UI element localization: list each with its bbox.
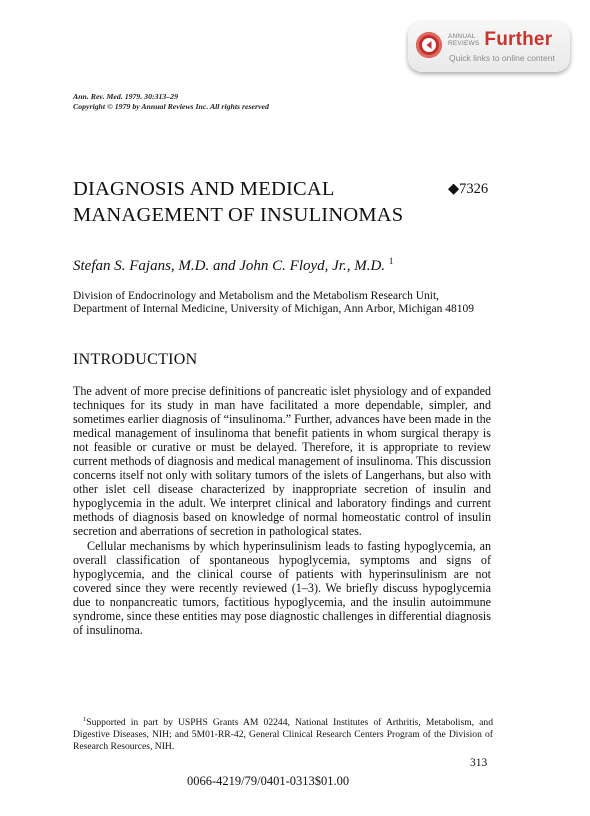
body-text	[73, 384, 491, 637]
author-footnote-marker: 1	[388, 256, 394, 266]
article-title	[73, 176, 403, 228]
paragraph-2: Cellular mechanisms by which hyperinsulinism leads to fasting hypoglycemia, an overall classification of spontaneous hypoglycemia, symptoms and signs of hypoglycemia, and the clinical course of patients with hyperinsulinism are not covered since they were recently reviewed (1–3). We briefly discuss hypoglycemia due to nonpancreatic tumors, factitious hypoglycemia, and the insulin autoimmune syndrome, since these entities may pose diagnostic challenges in differential diagnosis of insulinoma.	[73, 538, 491, 637]
authors-text: Stefan S. Fajans, M.D. and John C. Floyd, Jr., M.D.	[73, 258, 386, 274]
affiliation: Division of Endocrinology and Metabolism and the Metabolism Research Unit, Department of Internal Medicine, University of Michigan, Ann Arbor, Michigan 48109	[73, 290, 474, 315]
further-badge[interactable]	[408, 22, 570, 72]
paragraph-1: The advent of more precise definitions of pancreatic islet physiology and of expanded techniques for its study in man have facilitated a more dependable, simpler, and sometimes earlier diagnosis of “insulinoma.” Further, advances have been made in the medical management of insulinoma that benefit patients in whom surgical therapy is not feasible or curative or must be delayed. Therefore, it is appropriate to review current methods of diagnosis and medical management of insulinoma. This discussion concerns itself not only with solitary tumors of the islets of Langerhans, but also with other islet cell disease characterized by inappropriate secretion of insulin and hypoglycemia in the adult. We interpret clinical and laboratory findings and current methods of diagnosis based on knowledge of normal homeostatic control of insulin secretion and aberrations of secretion in pathological states.	[73, 384, 491, 539]
title-line-2: MANAGEMENT OF INSULINOMAS	[73, 204, 404, 226]
article-code: ◆7326	[448, 181, 489, 197]
footnote-text: Supported in part by USPHS Grants AM 02244, National Institutes of Arthritis, Metabolism, and Digestive Diseases, NIH; and 5M01-RR-42, General Clinical Research Centers Program of the Division of Research Resources, NIH.	[73, 717, 493, 753]
further-badge-word: Further	[484, 29, 553, 50]
author-line	[73, 256, 393, 275]
copyright-line: Copyright © 1979 by Annual Reviews Inc. All rights reserved	[73, 102, 269, 111]
footnote	[73, 714, 493, 753]
further-badge-subtitle: Quick links to online content	[449, 53, 555, 63]
footnote-marker: 1	[83, 716, 87, 723]
page-number: 313	[470, 757, 488, 769]
further-badge-publisher: ANNUAL REVIEWS	[448, 32, 480, 47]
further-play-icon	[416, 32, 442, 58]
title-line-1: DIAGNOSIS AND MEDICAL	[73, 178, 335, 200]
price-code: 0066-4219/79/0401-0313$01.00	[187, 774, 350, 788]
section-heading: INTRODUCTION	[73, 351, 198, 368]
journal-citation	[73, 92, 269, 112]
citation-line: Ann. Rev. Med. 1979. 30:313–29	[73, 92, 178, 101]
